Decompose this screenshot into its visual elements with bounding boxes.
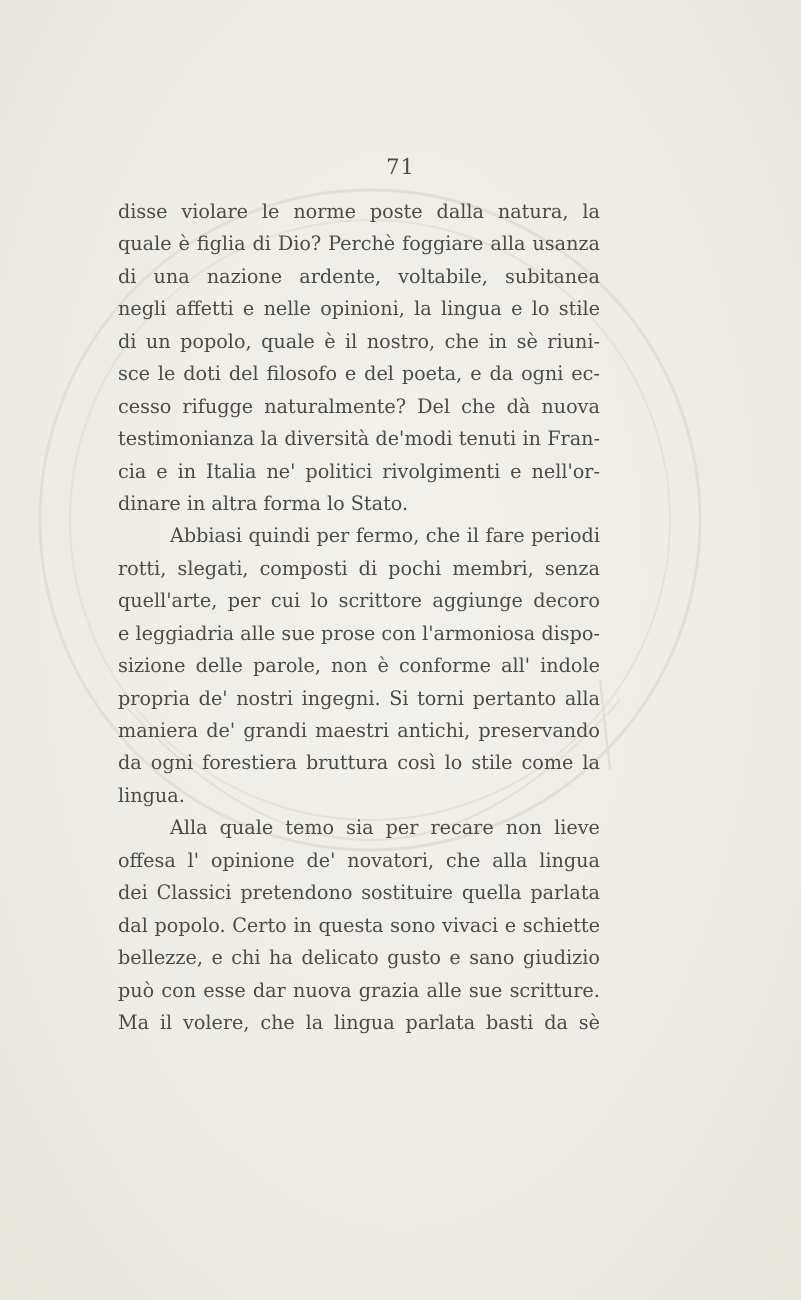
text-line: bellezze, e chi ha delicato gusto e sano giudizio (118, 946, 600, 970)
text-line: cesso rifugge naturalmente? Del che dà nuova (118, 394, 600, 418)
text-line: Alla quale temo sia per recare non lieve (170, 816, 600, 840)
text-line: cia e in Italia ne' politici rivolgimenti e nell'or- (118, 459, 600, 483)
text-line: disse violare le norme poste dalla natura, la (118, 200, 600, 223)
text-line: lingua. (118, 783, 185, 807)
text-line: quell'arte, per cui lo scrittore aggiunge decoro (118, 589, 600, 613)
text-line: sce le doti del filosofo e del poeta, e da ogni ec- (118, 362, 600, 386)
text-line: maniera de' grandi maestri antichi, preservando (118, 719, 600, 742)
text-line: rotti, slegati, composti di pochi membri, senza (118, 556, 600, 580)
text-line: Ma il volere, che la lingua parlata basti da sè (118, 1010, 600, 1034)
text-line: propria de' nostri ingegni. Si torni pertanto alla (118, 686, 600, 710)
page-number: 71 (386, 155, 415, 179)
text-line: dinare in altra forma lo Stato. (118, 491, 409, 515)
text-line: quale è figlia di Dio? Perchè foggiare alla usanza (118, 232, 600, 256)
text-line: di un popolo, quale è il nostro, che in sè riuni- (118, 329, 600, 353)
text-line: offesa l' opinione de' novatori, che alla lingua (118, 848, 600, 872)
text-line: di una nazione ardente, voltabile, subitanea (118, 264, 600, 288)
text-line: può con esse dar nuova grazia alle sue scritture. (118, 978, 600, 1002)
body-text (118, 196, 600, 1039)
text-line: testimonianza la diversità de'modi tenuti in Fran- (118, 427, 600, 451)
text-line: negli affetti e nelle opinioni, la lingua e lo stile (118, 297, 600, 321)
text-line: dal popolo. Certo in questa sono vivaci e schiette (118, 913, 600, 937)
text-line: da ogni forestiera bruttura così lo stile come la (118, 751, 600, 775)
text-line: dei Classici pretendono sostituire quella parlata (118, 881, 600, 905)
text-line: e leggiadria alle sue prose con l'armoniosa dispo- (118, 621, 600, 645)
text-line: Abbiasi quindi per fermo, che il fare periodi (170, 524, 600, 548)
text-line: sizione delle parole, non è conforme all' indole (118, 654, 600, 678)
